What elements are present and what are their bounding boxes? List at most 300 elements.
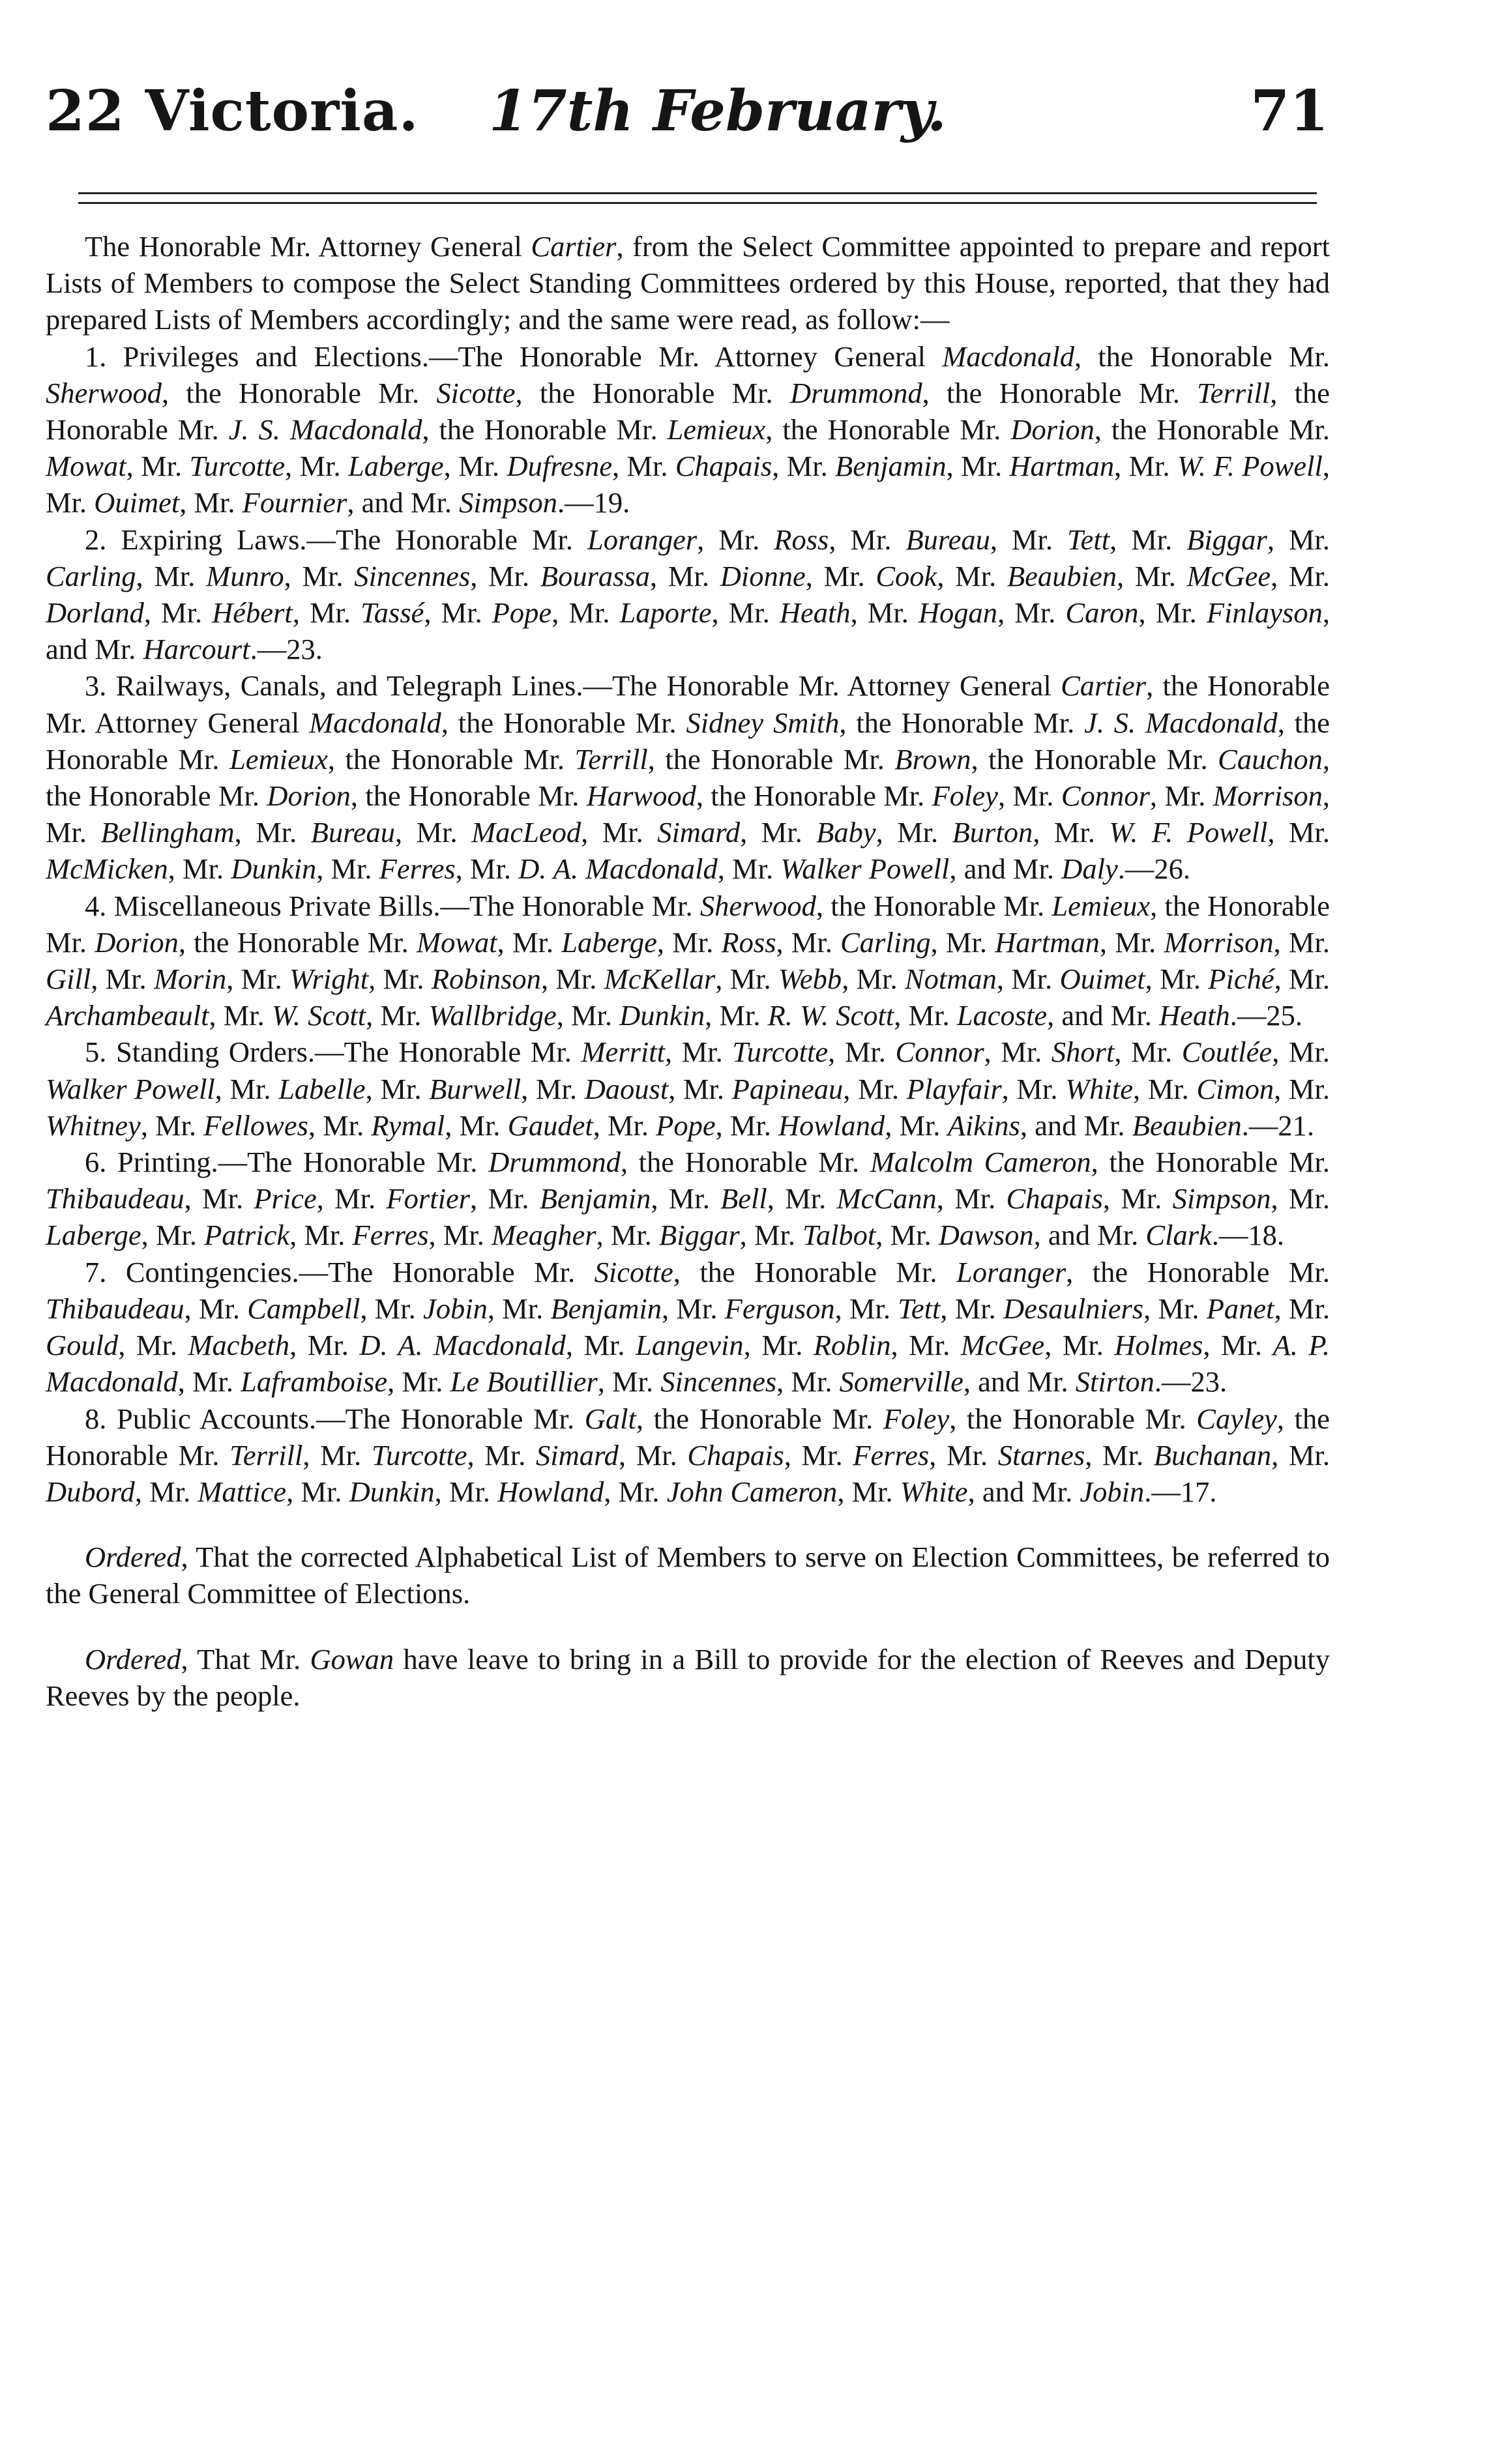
italic-run: R. W. Scott (767, 999, 894, 1032)
text-run: , Mr. (487, 1292, 551, 1325)
text-run: , Mr. (470, 559, 540, 592)
text-run: , Mr. (1114, 1036, 1182, 1069)
text-run: , Mr. (772, 450, 836, 483)
text-run: , Mr. (668, 1072, 732, 1105)
text-run: , Mr. (776, 925, 841, 959)
text-run: , the Honorable Mr. (441, 706, 686, 739)
italic-run: Heath (779, 596, 851, 630)
text-run: , Mr. (91, 963, 154, 996)
italic-run: Terrill (574, 742, 648, 775)
italic-run: Loranger (956, 1255, 1066, 1288)
text-run: , Mr. (843, 1072, 907, 1105)
italic-run: Dubord (46, 1475, 135, 1508)
text-run: , Mr. (434, 1475, 498, 1508)
text-run: , Mr. (597, 1365, 661, 1399)
italic-run: Turcotte (371, 1438, 467, 1471)
text-run: , Mr. (662, 1292, 725, 1325)
text-run: , Mr. (177, 1365, 241, 1399)
text-run: , Mr. (360, 1292, 423, 1325)
italic-run: Simard (536, 1438, 619, 1471)
text-run: , Mr. (46, 779, 1331, 849)
text-run: , Mr. (168, 852, 231, 886)
text-run: , Mr. (540, 963, 604, 996)
text-run: , Mr. (997, 596, 1066, 630)
text-run: , Mr. (387, 1365, 450, 1399)
italic-run: Carling (46, 559, 136, 592)
text-run: , Mr. (715, 1109, 779, 1142)
text-run: 6. Printing.—The Honorable Mr. (85, 1146, 489, 1179)
italic-run: Cayley (1196, 1402, 1277, 1435)
header-rule-top (78, 192, 1317, 194)
committee-1 (46, 338, 1330, 521)
italic-run: Benjamin (550, 1292, 662, 1325)
italic-run: Laberge (561, 925, 657, 959)
italic-run: Biggar (659, 1219, 740, 1252)
text-run: , Mr. (834, 1292, 898, 1325)
text-run: , Mr. (1271, 1438, 1331, 1471)
italic-run: Campbell (247, 1292, 360, 1325)
text-run: , Mr. (1203, 1329, 1273, 1362)
text-run: , Mr. (705, 999, 768, 1032)
italic-run: A. P. Macdonald (46, 1329, 1330, 1399)
italic-run: Terrill (1197, 376, 1271, 409)
text-run: , Mr. (285, 450, 348, 483)
italic-run: Dufresne (507, 450, 612, 483)
text-run: , Mr. (739, 1219, 803, 1252)
text-run: .—26. (1117, 852, 1190, 886)
text-run: , Mr. (936, 1182, 1007, 1215)
italic-run: John Cameron (666, 1475, 838, 1508)
italic-run: Sidney Smith (686, 706, 840, 739)
text-run: , Mr. (697, 523, 774, 556)
header-date: 17th February. (489, 78, 947, 144)
text-run: .—19. (557, 486, 630, 519)
italic-run: Macdonald (309, 706, 441, 739)
italic-run: Panet (1206, 1292, 1274, 1325)
italic-run: Lemieux (667, 413, 766, 446)
italic-run: Langevin (636, 1329, 744, 1362)
text-run: , Mr. (234, 816, 311, 849)
text-run: , Mr. (890, 1329, 961, 1362)
text-run: , Mr. (184, 1292, 248, 1325)
text-run: , Mr. (1149, 779, 1213, 813)
text-run: , Mr. (118, 1329, 188, 1362)
italic-run: Ouimet (1059, 963, 1145, 996)
italic-run: Jobin (1080, 1475, 1145, 1508)
text-run: , Mr. (1132, 1072, 1197, 1105)
italic-run: Harwood (586, 779, 696, 813)
text-run: , Mr. (767, 1182, 837, 1215)
italic-run: Hartman (995, 925, 1100, 959)
italic-run: Merritt (581, 1036, 665, 1069)
text-run: , Mr. (885, 1109, 948, 1142)
italic-run: Heath (1158, 999, 1230, 1032)
italic-run: Foley (932, 779, 998, 813)
italic-run: Bourassa (540, 559, 651, 592)
italic-run: Patrick (204, 1219, 290, 1252)
italic-run: Meagher (491, 1219, 596, 1252)
text-run: , Mr. (1143, 1292, 1207, 1325)
italic-run: Laframboise (241, 1365, 388, 1399)
order-reeves-bill (46, 1641, 1330, 1714)
text-run: , Mr. (805, 559, 876, 592)
text-run: .—17. (1144, 1475, 1217, 1508)
italic-run: Pope (492, 596, 552, 630)
text-run: 2. Expiring Laws.—The Honorable Mr. (85, 523, 588, 556)
text-run: , the Honorable Mr. (620, 1146, 870, 1179)
text-run: , Mr. (284, 559, 355, 592)
text-run: , Mr. (1085, 1438, 1154, 1471)
text-run: , the Honorable Mr. (515, 376, 790, 409)
italic-run: Bureau (310, 816, 396, 849)
italic-run: Burwell (429, 1072, 522, 1105)
italic-run: Fortier (386, 1182, 471, 1215)
italic-run: Macdonald (942, 340, 1074, 373)
text-run: , Mr. (717, 852, 781, 886)
text-run: , Mr. (930, 925, 995, 959)
text-run: , Mr. (715, 963, 778, 996)
text-run: , Mr. (1044, 1329, 1115, 1362)
italic-run: McKellar (604, 963, 716, 996)
italic-run: Lacoste (956, 999, 1048, 1032)
italic-run: Aikins (947, 1109, 1020, 1142)
italic-run: McCann (836, 1182, 937, 1215)
text-run: , Mr. (1145, 963, 1209, 996)
text-run: , Mr. (126, 450, 190, 483)
italic-run: Laberge (347, 450, 444, 483)
text-run: , the Honorable Mr. (1066, 1255, 1331, 1288)
italic-run: White (1065, 1072, 1133, 1105)
italic-run: Roblin (813, 1329, 891, 1362)
text-run: , from the Select Committee appointed to prepare and report Lists of Members to compose the Select Standing Committees ordered by this House, reported, that they had prepared Lists of Members accordingly; and the same were read, as follow:— (46, 230, 1330, 336)
italic-run: Lemieux (1051, 889, 1151, 922)
italic-run: Sherwood (699, 889, 816, 922)
text-run: .—23. (1154, 1365, 1228, 1399)
italic-run: Holmes (1114, 1329, 1203, 1362)
text-run: , Mr. (581, 816, 658, 849)
text-run: , Mr. (940, 1292, 1004, 1325)
italic-run: Daly (1061, 852, 1118, 886)
italic-run: Wright (289, 963, 369, 996)
italic-run: Ouimet (94, 486, 180, 519)
text-run: , the Honorable Mr. (1094, 413, 1330, 446)
text-run: , Mr. (395, 816, 472, 849)
italic-run: Laporte (619, 596, 712, 630)
italic-run: Caron (1065, 596, 1139, 630)
italic-run: Beaubien (1132, 1109, 1242, 1142)
italic-run: Carling (840, 925, 931, 959)
italic-run: Laberge (46, 1219, 141, 1252)
italic-run: Price (254, 1182, 317, 1215)
text-run: , Mr. (990, 523, 1067, 556)
text-run: , the Honorable Mr. (162, 376, 437, 409)
text-run: , the Honorable Mr. (647, 742, 895, 775)
italic-run: McMicken (46, 852, 168, 886)
italic-run: D. A. Macdonald (359, 1329, 566, 1362)
text-run: , That the corrected Alphabetical List of Members to serve on Election Committees, be referred to the General Committee of Elections. (46, 1541, 1330, 1610)
text-run: , Mr. (650, 559, 720, 592)
italic-run: Dunkin (231, 852, 317, 886)
italic-run: Drummond (789, 376, 922, 409)
text-run: , Mr. (443, 450, 507, 483)
italic-run: Ordered (85, 1642, 181, 1675)
italic-run: Wallbridge (428, 999, 557, 1032)
italic-run: Dorion (267, 779, 351, 813)
italic-run: D. A. Macdonald (518, 852, 718, 886)
italic-run: White (900, 1475, 968, 1508)
text-run: , and Mr. (347, 486, 460, 519)
committee-4 (46, 888, 1330, 1034)
text-run: , Mr. (842, 963, 905, 996)
text-run: , Mr. (46, 450, 1330, 519)
italic-run: Thibaudeau (46, 1292, 184, 1325)
text-run: , the Honorable Mr. (46, 889, 1331, 959)
italic-run: Drummond (488, 1146, 621, 1179)
italic-run: Ross (774, 523, 829, 556)
text-run: 1. Privileges and Elections.—The Honorable Mr. Attorney General (85, 340, 943, 373)
italic-run: Lemieux (229, 742, 328, 775)
text-run: , Mr. (1102, 1182, 1173, 1215)
text-run: , Mr. (894, 999, 957, 1032)
italic-run: Dunkin (349, 1475, 435, 1508)
italic-run: W. Scott (271, 999, 366, 1032)
text-run: , Mr. (1274, 1072, 1331, 1105)
text-run: , Mr. (428, 1219, 492, 1252)
italic-run: Stirton (1075, 1365, 1154, 1399)
text-run: , the Honorable Mr. (1091, 1146, 1330, 1179)
italic-run: J. S. Macdonald (1084, 706, 1278, 739)
italic-run: Fournier (242, 486, 347, 519)
text-run: , Mr. (776, 1365, 840, 1399)
italic-run: Ferguson (724, 1292, 835, 1325)
italic-run: Hébert (212, 596, 293, 630)
italic-run: Jobin (422, 1292, 488, 1325)
text-run: , Mr. (289, 1329, 360, 1362)
italic-run: Hogan (918, 596, 998, 630)
italic-run: McGee (1186, 559, 1271, 592)
italic-run: Bell (720, 1182, 767, 1215)
italic-run: Galt (584, 1402, 636, 1435)
text-run: , Mr. (136, 559, 207, 592)
italic-run: Short (1051, 1036, 1115, 1069)
italic-run: Ferres (352, 1219, 429, 1252)
text-run: , Mr. (551, 596, 620, 630)
italic-run: Benjamin (539, 1182, 651, 1215)
text-run: , Mr. (997, 779, 1061, 813)
italic-run: Cook (875, 559, 937, 592)
italic-run: Gill (46, 963, 91, 996)
italic-run: Coutlée (1181, 1036, 1272, 1069)
text-run: , Mr. (286, 1475, 349, 1508)
text-run: , Mr. (828, 1036, 896, 1069)
text-run: , Mr. (829, 523, 906, 556)
italic-run: Connor (895, 1036, 984, 1069)
italic-run: Fellowes (203, 1109, 308, 1142)
text-run: , the Honorable Mr. Attorney General (46, 669, 1330, 739)
italic-run: Clark (1145, 1219, 1212, 1252)
text-run: , Mr. (618, 1438, 688, 1471)
italic-run: Cartier (531, 230, 617, 263)
text-run: , Mr. (1138, 596, 1207, 630)
text-run: , the Honorable Mr. (422, 413, 668, 446)
text-run: , Mr. (929, 1438, 998, 1471)
italic-run: Gowan (310, 1642, 394, 1675)
italic-run: Somerville (839, 1365, 963, 1399)
text-run: .—23. (250, 633, 323, 666)
italic-run: Hartman (1009, 450, 1115, 483)
text-run: , Mr. (226, 963, 289, 996)
italic-run: Sicotte (594, 1255, 673, 1288)
italic-run: Chapais (687, 1438, 784, 1471)
italic-run: Howland (497, 1475, 604, 1508)
text-run: , Mr. (651, 1182, 721, 1215)
text-run: , Mr. (837, 1475, 900, 1508)
italic-run: Archambeault (46, 999, 209, 1032)
text-run: , Mr. (134, 1475, 198, 1508)
text-run: , Mr. (937, 559, 1007, 592)
text-run: , Mr. (1274, 963, 1331, 996)
text-run: , Mr. (497, 925, 562, 959)
italic-run: Bellingham (100, 816, 235, 849)
italic-run: Morrison (1213, 779, 1323, 813)
text-run: .—25. (1229, 999, 1302, 1032)
italic-run: Dawson (938, 1219, 1034, 1252)
italic-run: Gould (46, 1329, 119, 1362)
text-run: , Mr. (656, 925, 722, 959)
italic-run: Walker Powell (780, 852, 950, 886)
italic-run: Ross (721, 925, 776, 959)
italic-run: Tassé (360, 596, 424, 630)
committee-7 (46, 1254, 1330, 1400)
text-run: , Mr. (1117, 559, 1187, 592)
text-run: , Mr. (308, 1109, 372, 1142)
header-rule-bottom (78, 202, 1317, 204)
text-run: , Mr. (445, 1109, 508, 1142)
text-run: , Mr. (455, 852, 519, 886)
text-run: , Mr. (1114, 450, 1177, 483)
text-run: , Mr. (368, 963, 432, 996)
text-run: , Mr. (302, 1438, 372, 1471)
text-run: , Mr. (366, 999, 429, 1032)
italic-run: Cimon (1196, 1072, 1274, 1105)
italic-run: Malcolm Cameron (870, 1146, 1091, 1179)
italic-run: Howland (778, 1109, 885, 1142)
italic-run: Cauchon (1218, 742, 1323, 775)
italic-run: Labelle (278, 1072, 366, 1105)
italic-run: Desaulniers (1003, 1292, 1144, 1325)
italic-run: W. F. Powell (1177, 450, 1323, 483)
italic-run: Biggar (1186, 523, 1267, 556)
text-run: , Mr. (611, 450, 675, 483)
text-run: , the Honorable Mr. (949, 1402, 1197, 1435)
text-run: , Mr. (214, 1072, 279, 1105)
italic-run: Turcotte (732, 1036, 829, 1069)
text-run: , Mr. (1271, 1182, 1330, 1215)
italic-run: Papineau (731, 1072, 844, 1105)
italic-run: Daoust (584, 1072, 669, 1105)
italic-run: Chapais (675, 450, 772, 483)
italic-run: Dunkin (619, 999, 705, 1032)
text-run: , the Honorable Mr. (46, 706, 1331, 775)
italic-run: J. S. Macdonald (228, 413, 422, 446)
italic-run: Mowat (417, 925, 497, 959)
italic-run: Foley (883, 1402, 950, 1435)
italic-run: Ordered (85, 1541, 181, 1574)
italic-run: Starnes (997, 1438, 1085, 1471)
text-run: , Mr. (184, 1182, 254, 1215)
text-run: , Mr. (711, 596, 780, 630)
italic-run: Tett (1066, 523, 1110, 556)
text-run: 7. Contingencies.—The Honorable Mr. (85, 1255, 595, 1288)
text-run: , Mr. (140, 1109, 204, 1142)
page-number: 71 (1250, 78, 1329, 144)
text-run: , Mr. (556, 999, 620, 1032)
italic-run: Bureau (905, 523, 990, 556)
text-run: , the Honorable Mr. (673, 1255, 957, 1288)
committee-3 (46, 667, 1330, 887)
italic-run: Whitney (46, 1109, 141, 1142)
italic-run: Thibaudeau (46, 1182, 184, 1215)
italic-run: Chapais (1006, 1182, 1103, 1215)
italic-run: Sincennes (660, 1365, 777, 1399)
text-run: , Mr. (1271, 559, 1331, 592)
text-run: , Mr. (209, 999, 272, 1032)
text-run: , Mr. (470, 1182, 540, 1215)
order-alphabetical-list (46, 1539, 1330, 1612)
text-run: , the Honorable Mr. (350, 779, 587, 813)
italic-run: Pope (656, 1109, 716, 1142)
italic-run: Connor (1061, 779, 1150, 813)
text-run: , Mr. (740, 816, 817, 849)
text-run: , the Honorable Mr. (178, 925, 417, 959)
text-run: , Mr. (946, 450, 1010, 483)
italic-run: Turcotte (189, 450, 286, 483)
text-run: .—18. (1211, 1219, 1285, 1252)
text-run: , and Mr. (1020, 1109, 1132, 1142)
text-run: , Mr. (984, 1036, 1051, 1069)
italic-run: Ferres (853, 1438, 930, 1471)
text-run: , the Honorable Mr. (636, 1402, 883, 1435)
text-run: , Mr. (292, 596, 361, 630)
italic-run: Notman (904, 963, 997, 996)
text-run: , Mr. (141, 1219, 205, 1252)
italic-run: Cartier (1061, 669, 1147, 703)
text-run: The Honorable Mr. Attorney General (85, 230, 531, 263)
running-header (46, 78, 1329, 156)
italic-run: Burton (952, 816, 1033, 849)
italic-run: Macbeth (188, 1329, 290, 1362)
italic-run: Mattice (198, 1475, 287, 1508)
text-run: , the Honorable Mr. (765, 413, 1011, 446)
text-run: , Mr. (593, 1109, 656, 1142)
text-run: , Mr. (289, 1219, 353, 1252)
text-run: , and Mr. (1033, 1219, 1146, 1252)
text-run: , Mr. (743, 1329, 814, 1362)
italic-run: Mowat (46, 450, 126, 483)
text-run: , Mr. (996, 963, 1060, 996)
committee-6 (46, 1144, 1330, 1254)
italic-run: Finlayson (1206, 596, 1323, 630)
committee-2 (46, 521, 1330, 668)
text-run: 4. Miscellaneous Private Bills.—The Honorable Mr. (85, 889, 700, 922)
text-run: 5. Standing Orders.—The Honorable Mr. (85, 1036, 581, 1069)
text-run: , the Honorable Mr. (46, 1402, 1331, 1471)
italic-run: Ferres (379, 852, 456, 886)
text-run: , Mr. (1110, 523, 1187, 556)
text-run: .—21. (1241, 1109, 1314, 1142)
italic-run: Harcourt (143, 633, 250, 666)
text-run: , Mr. (365, 1072, 430, 1105)
